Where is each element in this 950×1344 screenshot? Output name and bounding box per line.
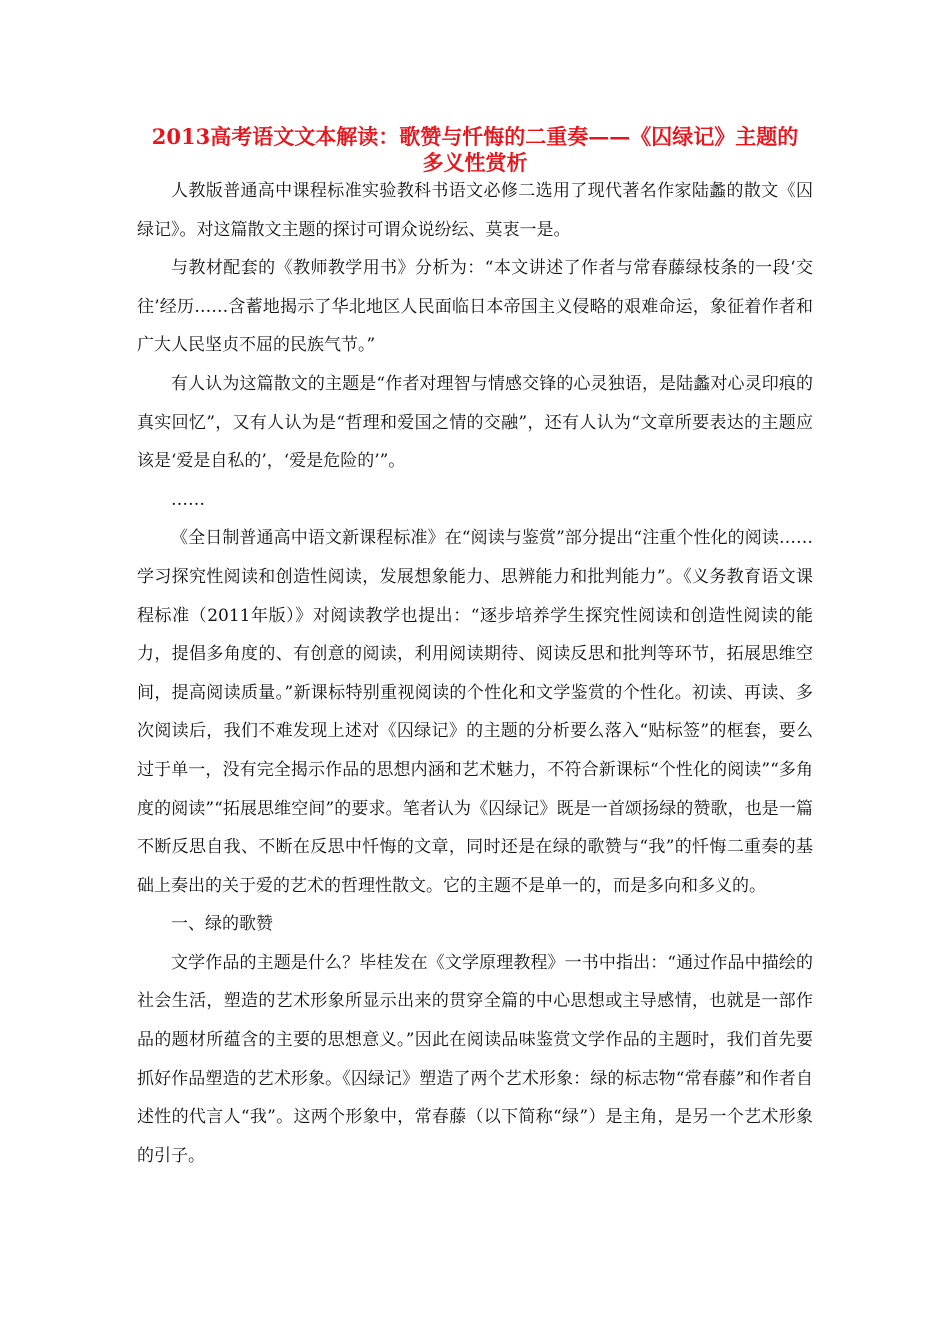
paragraph-teacher-book: 与教材配套的《教师教学用书》分析为：“本文讲述了作者与常春藤绿枝条的一段‘交往’经历……含蓄地揭示了华北地区人民面临日本帝国主义侵略的艰难命运，象征着作者和广大人民坚贞不屈的民族气节。” [137,258,813,356]
section-heading: 一、绿的歌赞 [171,914,273,935]
document-body [137,172,813,1175]
paragraph-other-views: 有人认为这篇散文的主题是“作者对理智与情感交锋的心灵独语，是陆蠡对心灵印痕的真实回忆”，又有人认为是“哲理和爱国之情的交融”，还有人认为“文章所要表达的主题应该是‘爱是自私的’，‘爱是危险的’”。 [137,373,813,472]
paragraph-theme: 文学作品的主题是什么？毕桂发在《文学原理教程》一书中指出：“通过作品中描绘的社会生活，塑造的艺术形象所显示出来的贯穿全篇的中心思想或主导感情，也就是一部作品的题材所蕴含的主要的思想意义。”因此在阅读品味鉴赏文学作品的主题时，我们首先要抓好作品塑造的艺术形象。《囚绿记》塑造了两个艺术形象：绿的标志物“常春藤”和作者自述性的代言人“我”。这两个形象中，常春藤（以下简称“绿”）是主角，是另一个艺术形象的引子。 [137,952,813,1166]
paragraph-ellipsis: …… [171,489,205,510]
paragraph-intro: 人教版普通高中课程标准实验教科书语文必修二选用了现代著名作家陆蠡的散文《囚绿记》。对这篇散文主题的探讨可谓众说纷纭、莫衷一是。 [137,181,813,240]
paragraph-curriculum: 《全日制普通高中语文新课程标准》在“阅读与鉴赏”部分提出“注重个性化的阅读……学习探究性阅读和创造性阅读，发展想象能力、思辨能力和批判能力”。《义务教育语文课程标准（2011年版）》对阅读教学也提出：“逐步培养学生探究性阅读和创造性阅读的能力，提倡多角度的、有创意的阅读，利用阅读期待、阅读反思和批判等环节，拓展思维空间，提高阅读质量。”新课标特别重视阅读的个性化和文学鉴赏的个性化。初读、再读、多次阅读后，我们不难发现上述对《囚绿记》的主题的分析要么落入“贴标签”的框套，要么过于单一，没有完全揭示作品的思想内涵和艺术魅力，不符合新课标“个性化的阅读”“多角度的阅读”“拓展思维空间”的要求。笔者认为《囚绿记》既是一首颂扬绿的赞歌，也是一篇不断反思自我、不断在反思中忏悔的文章，同时还是在绿的歌赞与“我”的忏悔二重奏的基础上奏出的关于爱的艺术的哲理性散文。它的主题不是单一的，而是多向和多义的。 [137,528,813,896]
document-title-continued: 多义性赏析 [422,150,528,175]
document-title: 2013高考语文文本解读：歌赞与忏悔的二重奏——《囚绿记》主题的 [151,124,799,149]
